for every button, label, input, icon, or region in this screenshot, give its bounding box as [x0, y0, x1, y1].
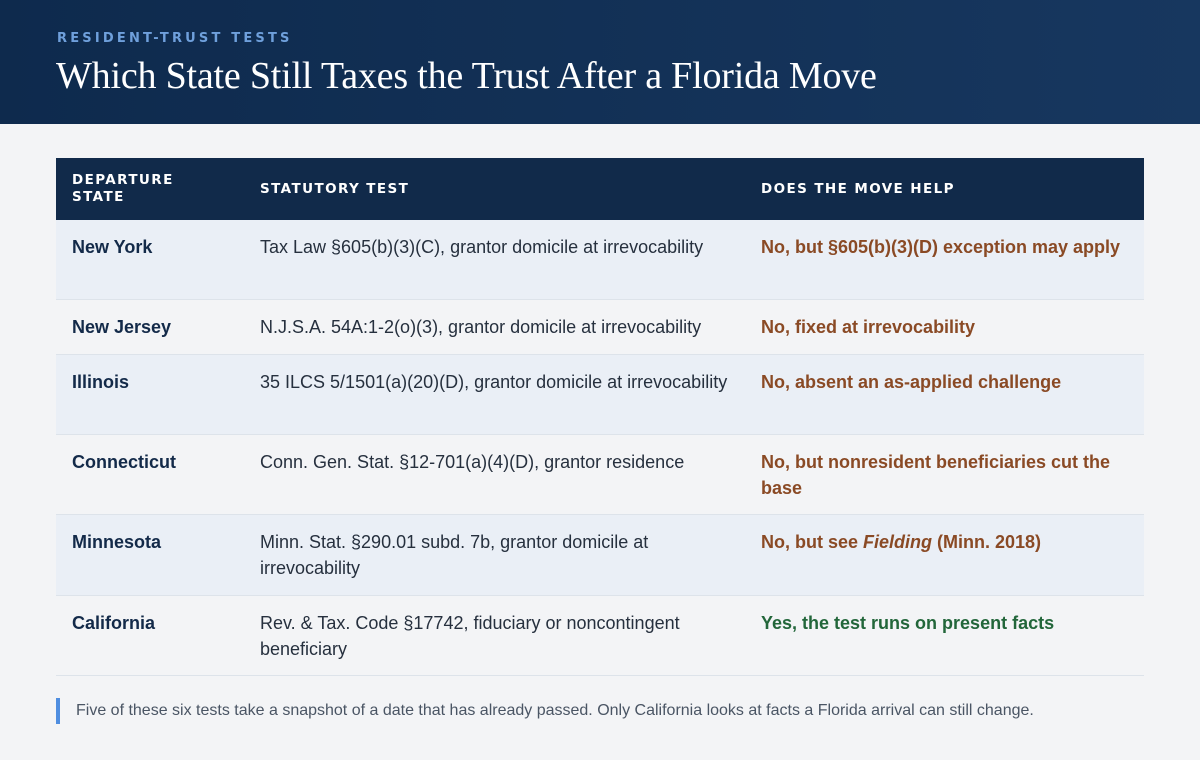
state-cell: Minnesota — [72, 532, 162, 552]
table-row — [56, 300, 1144, 355]
statutory-test-cell: Tax Law §605(b)(3)(C), grantor domicile at irrevocability — [260, 237, 704, 257]
state-cell: New York — [72, 237, 153, 257]
comparison-table — [56, 158, 1144, 676]
state-cell: New Jersey — [72, 317, 172, 337]
column-header-departure-state: DEPARTURE STATE — [72, 172, 174, 205]
table-row — [56, 435, 1144, 515]
table-header-row — [56, 158, 1144, 220]
statutory-test-cell: N.J.S.A. 54A:1-2(o)(3), grantor domicile at irrevocability — [260, 317, 702, 337]
verdict-cell: Yes, the test runs on present facts — [761, 613, 1055, 633]
state-cell: California — [72, 613, 156, 633]
statutory-test-cell: Rev. & Tax. Code §17742, fiduciary or noncontingent beneficiary — [260, 613, 680, 659]
table-row — [56, 596, 1144, 676]
column-header-statutory-test: STATUTORY TEST — [260, 180, 410, 197]
table-row — [56, 515, 1144, 596]
eyebrow-label: RESIDENT-TRUST TESTS — [57, 31, 293, 46]
verdict-cell: No, but §605(b)(3)(D) exception may apply — [761, 237, 1121, 257]
state-cell: Connecticut — [72, 452, 177, 472]
table-row — [56, 355, 1144, 435]
page-header — [0, 0, 1200, 124]
verdict-cell: No, but nonresident beneficiaries cut the base — [761, 452, 1111, 498]
verdict-prefix: No, but see — [761, 532, 864, 552]
table-row — [56, 220, 1144, 300]
footnote-callout: Five of these six tests take a snapshot of a date that has already passed. Only California looks at facts a Florida arrival can still change. — [56, 698, 1034, 724]
verdict-cell: No, fixed at irrevocability — [761, 317, 976, 337]
state-cell: Illinois — [72, 372, 130, 392]
verdict-suffix: (Minn. 2018) — [932, 532, 1042, 552]
page-title: Which State Still Taxes the Trust After a Florida Move — [56, 55, 877, 97]
verdict-cell — [761, 529, 1131, 555]
case-name: Fielding — [863, 532, 933, 552]
verdict-cell: No, absent an as-applied challenge — [761, 372, 1062, 392]
statutory-test-cell: Conn. Gen. Stat. §12-701(a)(4)(D), grantor residence — [260, 452, 685, 472]
statutory-test-cell: Minn. Stat. §290.01 subd. 7b, grantor domicile at irrevocability — [260, 532, 649, 578]
statutory-test-cell: 35 ILCS 5/1501(a)(20)(D), grantor domicile at irrevocability — [260, 372, 728, 392]
column-header-does-the-move-help: DOES THE MOVE HELP — [761, 180, 955, 197]
